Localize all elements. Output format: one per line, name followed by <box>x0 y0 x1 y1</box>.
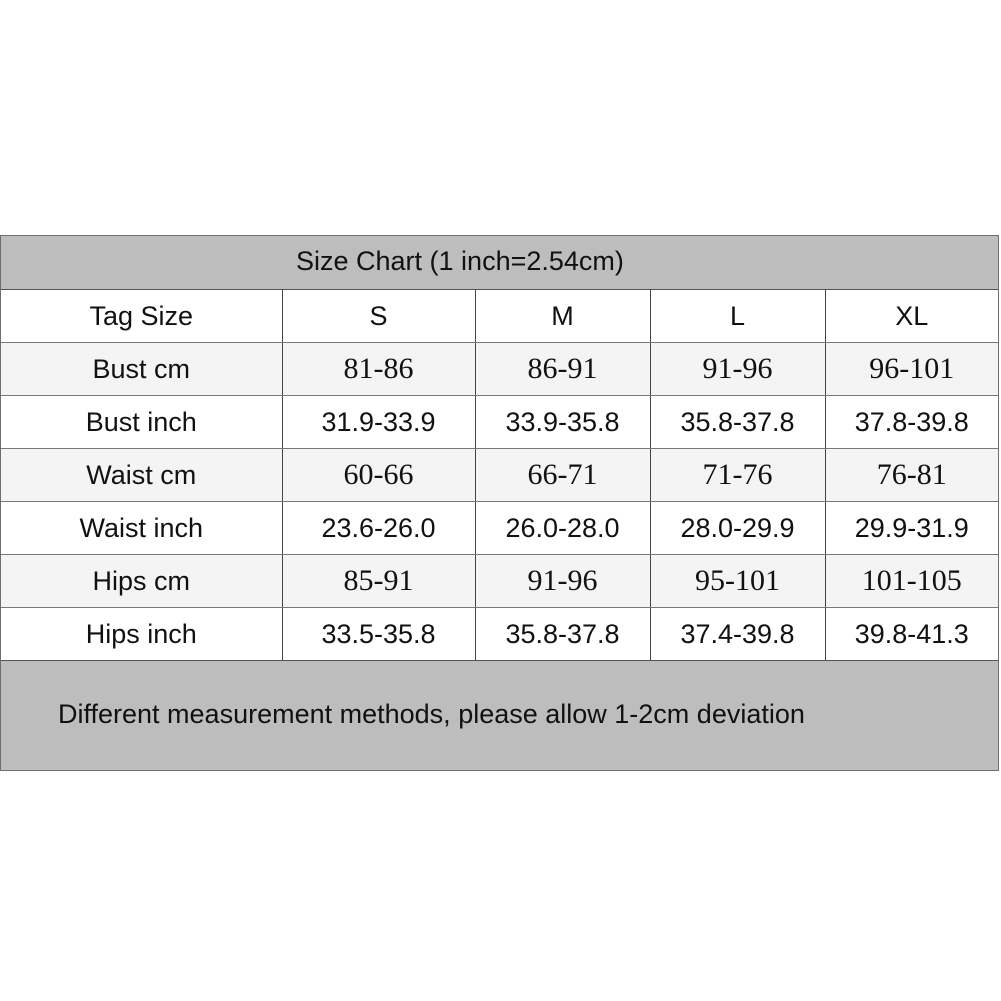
table-cell: 26.0-28.0 <box>475 502 650 555</box>
table-cell: 71-76 <box>650 449 825 502</box>
table-cell: 29.9-31.9 <box>825 502 998 555</box>
row-label: Hips cm <box>1 555 282 608</box>
table-cell: 81-86 <box>282 343 475 396</box>
table-row-waist-inch <box>1 502 998 555</box>
size-chart <box>0 235 999 771</box>
table-row-bust-inch <box>1 396 998 449</box>
size-chart-title: Size Chart (1 inch=2.54cm) <box>296 246 624 276</box>
row-label: Bust cm <box>1 343 282 396</box>
table-cell: 23.6-26.0 <box>282 502 475 555</box>
table-cell: 91-96 <box>475 555 650 608</box>
table-cell: 37.8-39.8 <box>825 396 998 449</box>
table-cell: 31.9-33.9 <box>282 396 475 449</box>
header-row <box>1 290 998 343</box>
table-cell: 91-96 <box>650 343 825 396</box>
header-cell-xl: XL <box>825 290 998 343</box>
table-cell: 85-91 <box>282 555 475 608</box>
table-cell: 33.5-35.8 <box>282 608 475 661</box>
table-cell: 39.8-41.3 <box>825 608 998 661</box>
header-cell-s: S <box>282 290 475 343</box>
table-row-bust-cm <box>1 343 998 396</box>
table-cell: 28.0-29.9 <box>650 502 825 555</box>
table-cell: 35.8-37.8 <box>650 396 825 449</box>
header-cell-l: L <box>650 290 825 343</box>
row-label: Waist cm <box>1 449 282 502</box>
header-cell-tag-size: Tag Size <box>1 290 282 343</box>
size-chart-title-bar <box>1 236 998 290</box>
table-cell: 86-91 <box>475 343 650 396</box>
table-cell: 37.4-39.8 <box>650 608 825 661</box>
deviation-note: Different measurement methods, please allow 1-2cm deviation <box>58 699 805 729</box>
table-cell: 35.8-37.8 <box>475 608 650 661</box>
size-table <box>1 290 998 661</box>
header-cell-m: M <box>475 290 650 343</box>
table-row-waist-cm <box>1 449 998 502</box>
row-label: Hips inch <box>1 608 282 661</box>
table-row-hips-inch <box>1 608 998 661</box>
table-row-hips-cm <box>1 555 998 608</box>
table-cell: 95-101 <box>650 555 825 608</box>
row-label: Bust inch <box>1 396 282 449</box>
table-cell: 60-66 <box>282 449 475 502</box>
table-cell: 66-71 <box>475 449 650 502</box>
table-cell: 76-81 <box>825 449 998 502</box>
deviation-note-bar <box>1 661 998 770</box>
table-cell: 96-101 <box>825 343 998 396</box>
table-cell: 33.9-35.8 <box>475 396 650 449</box>
table-cell: 101-105 <box>825 555 998 608</box>
row-label: Waist inch <box>1 502 282 555</box>
